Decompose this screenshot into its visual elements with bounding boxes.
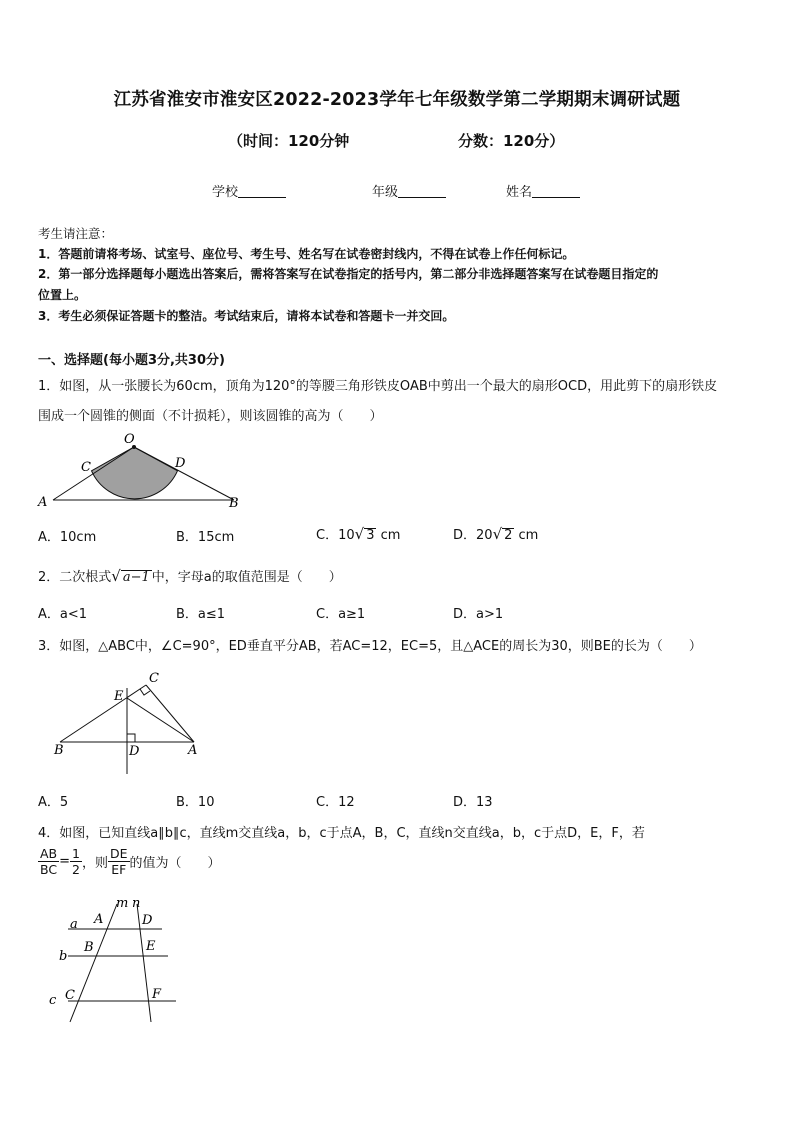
name-field[interactable] (506, 181, 580, 200)
q1-label-a: A (38, 495, 48, 510)
q4-figure (44, 894, 184, 1030)
q4-label-c-line: c (49, 993, 57, 1008)
q1-option-d-unit: cm (514, 528, 539, 543)
q2-text: 2．二次根式√ a−1 中，字母a的取值范围是（ ） (38, 567, 342, 585)
q1-text-line1: 1．如图，从一张腰长为60cm，顶角为120°的等腰三角形铁皮OAB中剪出一个最大的扇形OCD，用此剪下的扇形铁皮 (38, 379, 718, 394)
q1-option-a[interactable]: A．10cm (38, 530, 97, 545)
q3-figure (50, 666, 210, 778)
notes-heading: 考生请注意： (38, 226, 114, 241)
q1-option-b[interactable]: B．15cm (176, 530, 235, 545)
q2-option-c[interactable]: C．a≥1 (316, 607, 366, 622)
q4-label-m: m (116, 896, 129, 911)
school-blank[interactable] (238, 183, 286, 198)
exam-time: （时间：120分钟 (228, 132, 350, 150)
q1-option-c-unit: cm (376, 528, 401, 543)
q3-label-d: D (129, 744, 140, 759)
q1-option-c-label: C．10 (316, 528, 355, 543)
grade-field[interactable] (372, 181, 446, 200)
q3-text: 3．如图，△ABC中，∠C=90°，ED垂直平分AB，若AC=12，EC=5，且△ACE的周长为30，则BE的长为（ ） (38, 639, 702, 654)
q3-option-a[interactable]: A．5 (38, 795, 69, 810)
q4-fraction-ab-bc: $\frac{AB}{BC}$ (40, 846, 58, 877)
q1-option-c[interactable]: C．10√ 3 cm (316, 525, 401, 543)
q3-line-ea (127, 698, 194, 742)
school-field[interactable] (212, 181, 286, 200)
section-heading: 一、选择题(每小题3分,共30分) (38, 353, 225, 368)
q1-label-b: B (229, 496, 239, 511)
q3-option-c[interactable]: C．12 (316, 795, 355, 810)
q1-option-d[interactable]: D．20√ 2 cm (453, 525, 539, 543)
name-blank[interactable] (532, 183, 580, 198)
q4-label-b-line: b (59, 949, 68, 964)
q4-fraction-half: $\frac{1}{2}$ (72, 846, 80, 877)
grade-blank[interactable] (398, 183, 446, 198)
name-label: 姓名 (506, 185, 533, 200)
q1-label-d: D (175, 456, 186, 471)
q3-option-b[interactable]: B．10 (176, 795, 215, 810)
q1-label-c: C (81, 460, 91, 475)
q2-radicand: a−1 (122, 570, 150, 585)
q1-option-d-label: D．20 (453, 528, 493, 543)
q2-option-a[interactable]: A．a<1 (38, 607, 88, 622)
q1-figure (34, 428, 246, 512)
q3-right-angle-d (127, 734, 135, 742)
q4-text-line1: 4．如图，已知直线a∥b∥c，直线m交直线a，b，c于点A，B，C，直线n交直线a，b，c于点D，E，F，若 (38, 826, 645, 841)
q3-line-ca (146, 685, 194, 742)
q3-label-c: C (149, 671, 159, 686)
exam-score: 分数：120分） (458, 132, 565, 150)
grade-label: 年级 (372, 185, 399, 200)
q4-equals: = (59, 854, 71, 869)
q4-fraction-de-ef: $\frac{DE}{EF}$ (110, 846, 128, 877)
q4-condition (38, 846, 221, 877)
q3-label-e: E (114, 689, 124, 704)
q3-label-a: A (188, 743, 198, 758)
exam-title: 江苏省淮安市淮安区2022-2023学年七年级数学第二学期期末调研试题 (113, 90, 681, 110)
school-label: 学校 (212, 185, 239, 200)
note-1: 1．答题前请将考场、试室号、座位号、考生号、姓名写在试卷密封线内，不得在试卷上作任何标记。 (38, 247, 575, 261)
q3-option-d[interactable]: D．13 (453, 795, 493, 810)
q4-label-c-point: C (65, 988, 75, 1003)
q4-label-b-point: B (84, 940, 94, 955)
q2-text-post: 中，字母a的取值范围是（ ） (151, 570, 342, 585)
q4-label-n: n (132, 896, 141, 911)
note-2-cont: 位置上。 (38, 288, 87, 302)
q3-line-bc (60, 685, 146, 742)
q4-label-a-line: a (70, 917, 78, 932)
q1-text-line2: 围成一个圆锥的侧面（不计损耗），则该圆锥的高为（ ） (38, 409, 383, 424)
q3-label-b: B (54, 743, 64, 758)
q2-text-pre: 2．二次根式 (38, 570, 112, 585)
note-3: 3．考生必须保证答题卡的整洁。考试结束后，请将本试卷和答题卡一并交回。 (38, 309, 455, 323)
q3-right-angle-c (140, 689, 150, 695)
q4-label-d: D (142, 913, 153, 928)
q2-option-d[interactable]: D．a>1 (453, 607, 504, 622)
q4-label-e: E (146, 939, 156, 954)
q1-option-c-radicand: 3 (366, 528, 375, 543)
q4-label-f: F (152, 987, 162, 1002)
q4-label-a-point: A (94, 912, 104, 927)
note-2: 2．第一部分选择题每小题选出答案后，需将答案写在试卷指定的括号内，第二部分非选择题答案写在试卷题目指定的 (38, 267, 659, 281)
q1-sector (92, 447, 178, 499)
q2-option-b[interactable]: B．a≤1 (176, 607, 226, 622)
q4-text-post: 的值为（ ） (129, 856, 221, 871)
q1-label-o: O (124, 432, 135, 447)
q1-option-d-radicand: 2 (504, 528, 513, 543)
q4-then: ，则 (82, 856, 109, 871)
